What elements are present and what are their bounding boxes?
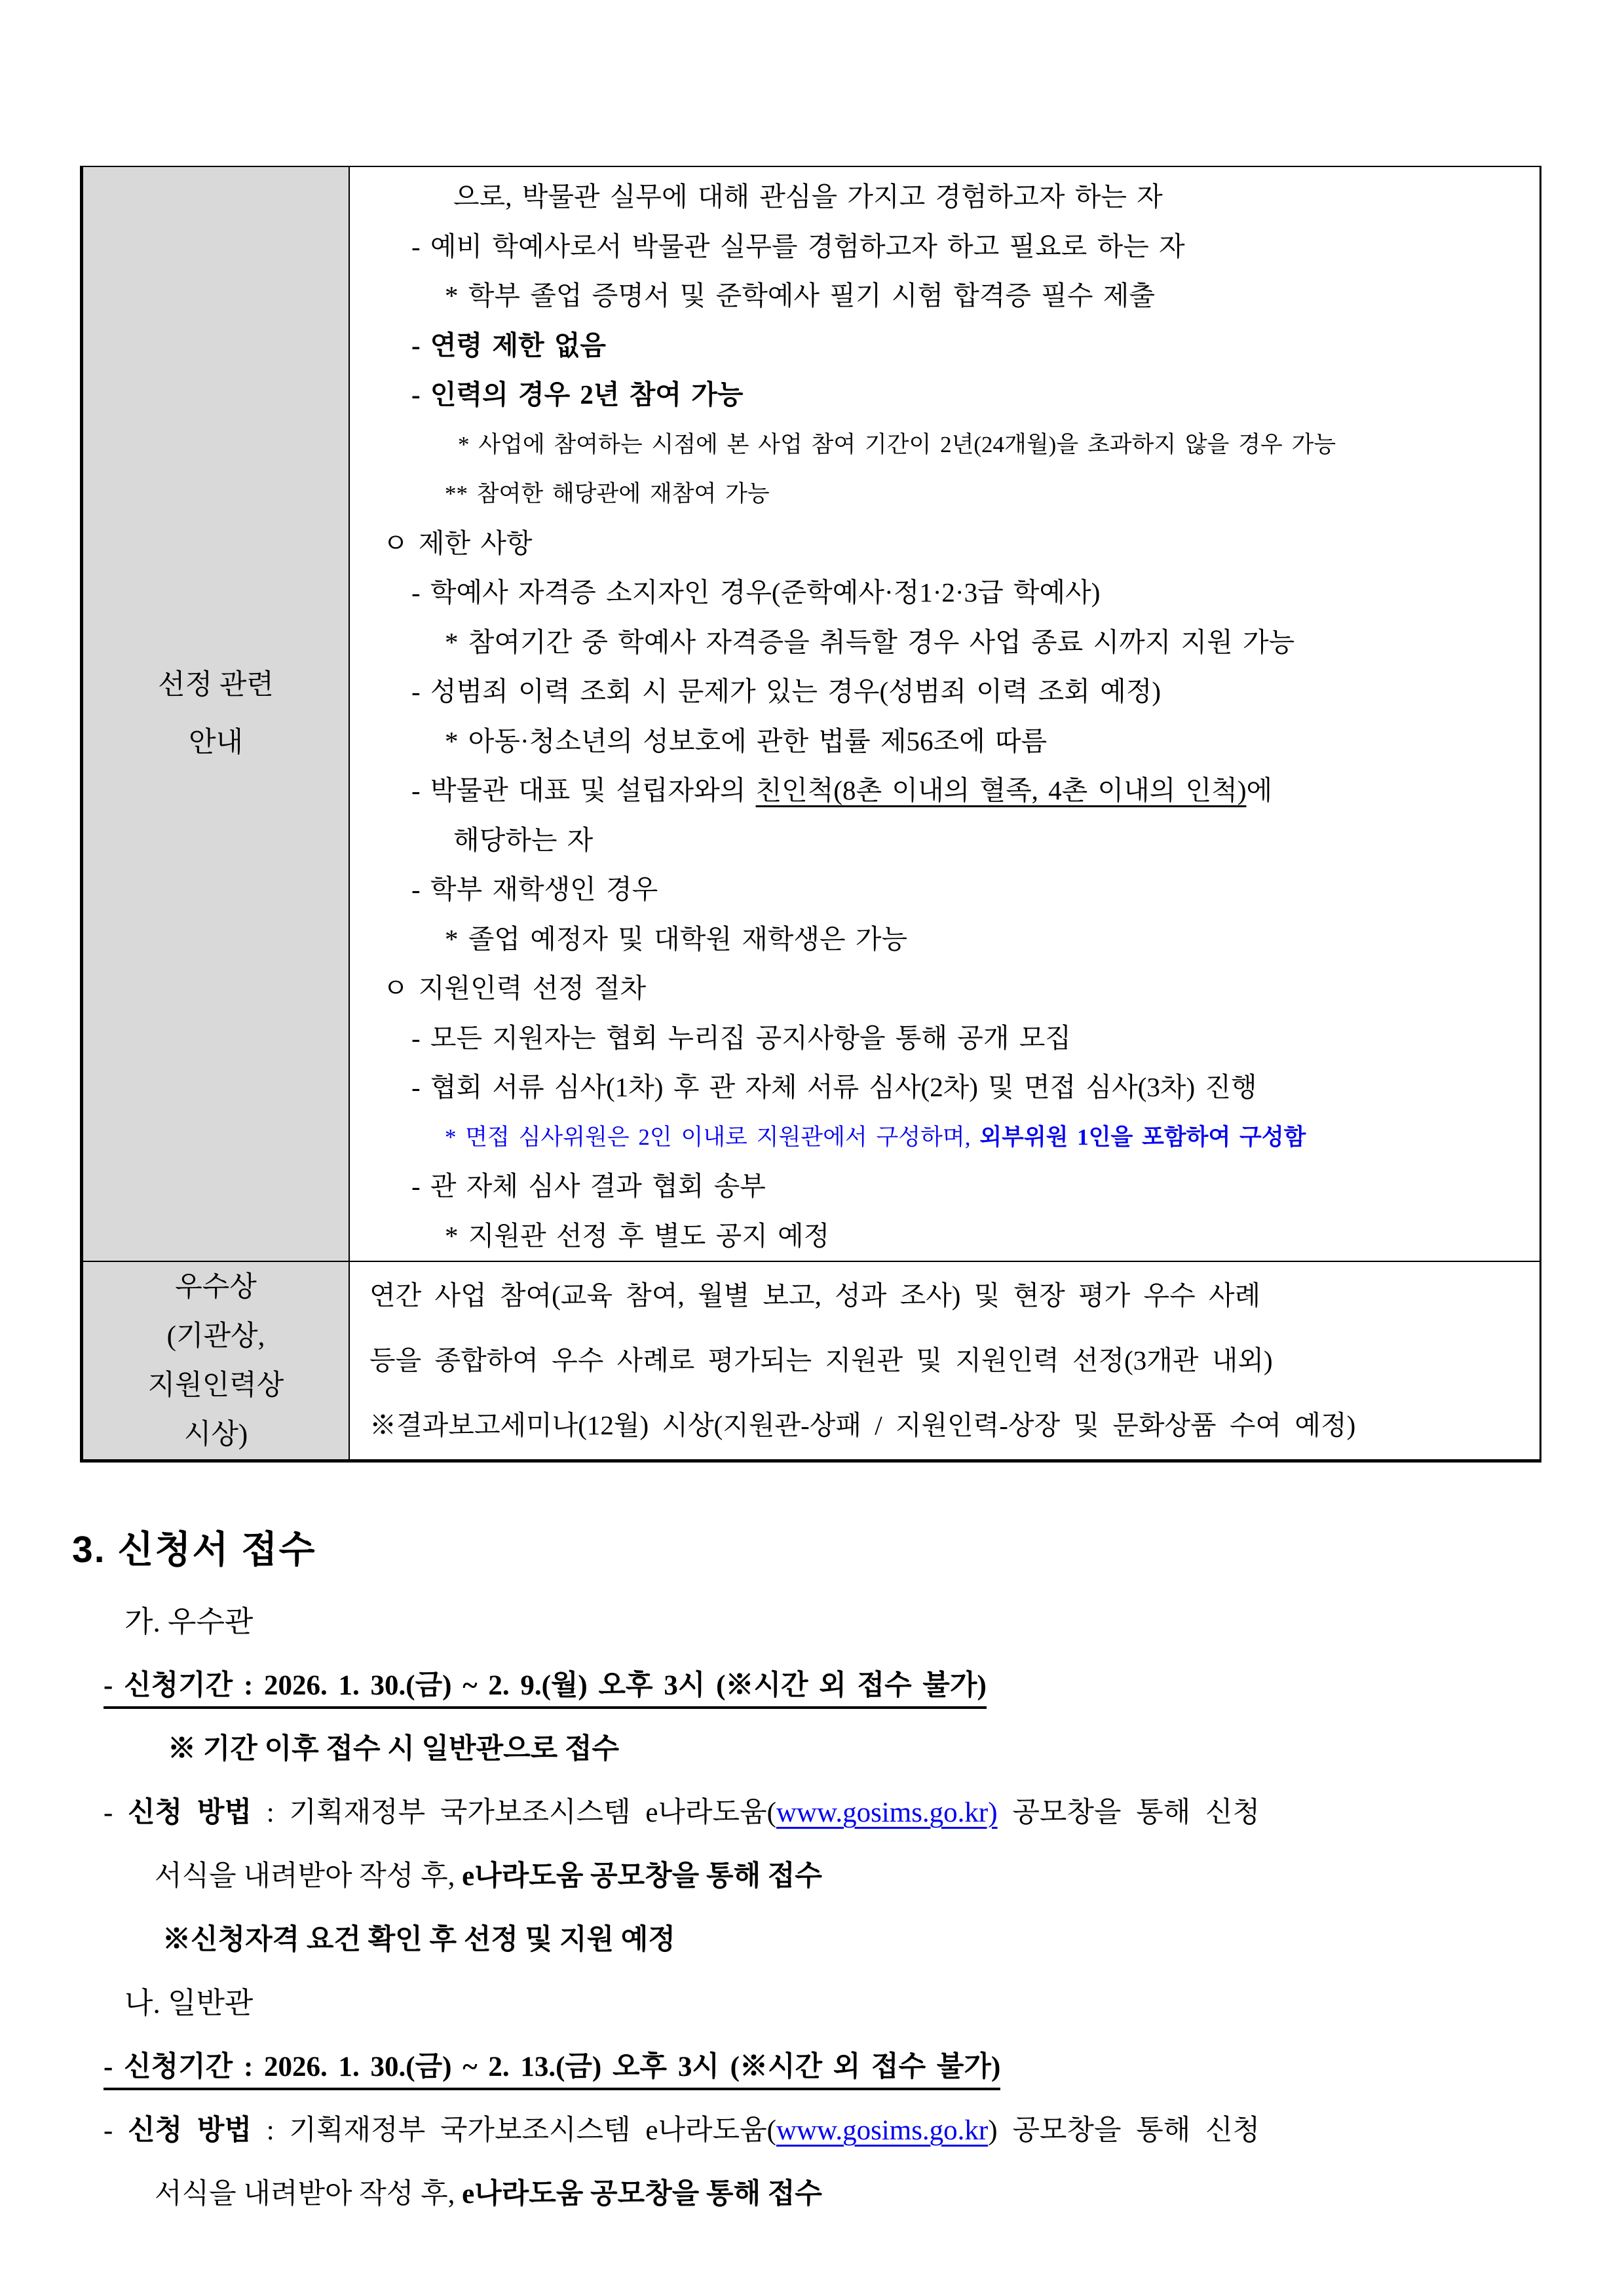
row-header-text: 선정 관련 <box>158 669 274 700</box>
guide-note: * 졸업 예정자 및 대학원 재학생은 가능 <box>445 923 908 954</box>
award-line: 등을 종합하여 우수 사례로 평가되는 지원관 및 지원인력 선정(3개관 내외) <box>369 1345 1273 1375</box>
award-note: ※결과보고세미나(12월) 시상(지원관-상패 / 지원인력-상장 및 문화상품 수여 예정) <box>369 1410 1356 1440</box>
guide-subnote: * 사업에 참여하는 시점에 본 사업 참여 기간이 2년(24개월)을 초과하지 않을 경우 가능 <box>458 431 1336 457</box>
method-label: 신청 방법 <box>128 1797 252 1828</box>
method-dash: - <box>104 1797 128 1828</box>
guide-heading: ㅇ 지원인력 선정 절차 <box>383 973 647 1003</box>
method-text: : 기획재정부 국가보조시스템 e나라도움( <box>251 1797 776 1828</box>
guide-line: - 학부 재학생인 경우 <box>411 874 658 904</box>
table-row-selection-guide <box>83 167 1539 1262</box>
guide-line: - 관 자체 심사 결과 협회 송부 <box>411 1171 766 1201</box>
application-method-excellent <box>72 1781 1546 1845</box>
guide-line: 해당하는 자 <box>453 824 594 855</box>
award-content <box>350 1262 1539 1459</box>
guide-line: - 예비 학예사로서 박물관 실무를 경험하고자 하고 필요로 하는 자 <box>411 231 1185 261</box>
gosims-link[interactable]: www.gosims.go.kr) <box>776 1797 998 1828</box>
row-header-text: 지원인력상 <box>147 1369 284 1401</box>
guide-note: * 지원관 선정 후 별도 공지 예정 <box>445 1220 830 1251</box>
form-text: 서식을 내려받아 작성 후, <box>155 2179 463 2210</box>
guide-line: - 성범죄 이력 조회 시 문제가 있는 경우(성범죄 이력 조회 예정) <box>411 676 1161 706</box>
guide-note: * 학부 졸업 증명서 및 준학예사 필기 시험 합격증 필수 제출 <box>445 280 1155 311</box>
info-table <box>80 166 1541 1463</box>
guide-text: 에 <box>1246 775 1273 805</box>
guide-underlined-text: 친인척(8촌 이내의 혈족, 4촌 이내의 인척) <box>755 775 1247 805</box>
guide-line: 으로, 박물관 실무에 대해 관심을 가지고 경험하고자 하는 자 <box>453 182 1163 212</box>
guide-heading: ㅇ 제한 사항 <box>383 527 533 558</box>
guide-line: - 인력의 경우 2년 참여 가능 <box>411 379 744 410</box>
guide-line: - 협회 서류 심사(1차) 후 관 자체 서류 심사(2차) 및 면접 심사(3차) 진행 <box>411 1072 1257 1102</box>
subsection-excellent-museum: 가. 우수관 <box>124 1605 254 1638</box>
row-header-text: 안내 <box>188 727 244 758</box>
application-period-text: - 신청기간 : 2026. 1. 30.(금) ~ 2. 13.(금) 오후 3시 (※시간 외 접수 불가) <box>104 2050 1000 2090</box>
form-bold-text: e나라도움 공모창을 통해 접수 <box>462 1861 822 1892</box>
row-header-selection-guide <box>83 167 350 1261</box>
section-application <box>72 1523 1546 2226</box>
guide-note: * 참여기간 중 학예사 자격증을 취득할 경우 사업 종료 시까지 지원 가능 <box>445 626 1295 657</box>
method-text: ) 공모창을 통해 신청 <box>988 2115 1260 2146</box>
application-method-general <box>72 2099 1546 2162</box>
method-text: : 기획재정부 국가보조시스템 e나라도움( <box>251 2115 776 2146</box>
form-submit-line <box>72 1845 1546 1908</box>
guide-subnote: ** 참여한 해당관에 재참여 가능 <box>445 481 770 507</box>
row-header-text: (기관상, <box>166 1320 265 1352</box>
guide-blue-note <box>350 1113 1539 1162</box>
row-header-text: 시상) <box>183 1419 248 1450</box>
method-label: 신청 방법 <box>128 2115 252 2146</box>
method-text: 공모창을 통해 신청 <box>997 1797 1260 1828</box>
blue-note-bold-text: 외부위원 1인을 포함하여 구성함 <box>979 1124 1306 1150</box>
guide-line: - 연령 제한 없음 <box>411 330 607 360</box>
guide-line <box>350 766 1539 816</box>
method-dash: - <box>104 2115 128 2146</box>
section-title: 3. 신청서 접수 <box>72 1529 316 1571</box>
table-row-award <box>83 1262 1539 1459</box>
form-text: 서식을 내려받아 작성 후, <box>155 1861 463 1892</box>
application-period-excellent <box>72 1654 1546 1717</box>
row-header-text: 우수상 <box>175 1271 257 1303</box>
award-line: 연간 사업 참여(교육 참여, 월별 보고, 성과 조사) 및 현장 평가 우수 사례 <box>369 1280 1261 1311</box>
guide-line: - 학예사 자격증 소지자인 경우(준학예사·정1·2·3급 학예사) <box>411 577 1101 607</box>
guide-line: - 모든 지원자는 협회 누리집 공지사항을 통해 공개 모집 <box>411 1022 1071 1053</box>
guide-note: * 아동·청소년의 성보호에 관한 법률 제56조에 따름 <box>445 725 1048 756</box>
guide-text: - 박물관 대표 및 설립자와의 <box>411 775 756 805</box>
period-note: ※ 기간 이후 접수 시 일반관으로 접수 <box>168 1734 620 1765</box>
selection-guide-content <box>350 167 1539 1261</box>
subsection-general-museum: 나. 일반관 <box>124 1987 254 2019</box>
row-header-award <box>83 1262 350 1459</box>
form-submit-line <box>72 2162 1546 2226</box>
form-bold-text: e나라도움 공모창을 통해 접수 <box>462 2179 822 2210</box>
gosims-link[interactable]: www.gosims.go.kr <box>776 2115 989 2146</box>
application-period-text: - 신청기간 : 2026. 1. 30.(금) ~ 2. 9.(월) 오후 3시 (※시간 외 접수 불가) <box>104 1669 987 1709</box>
qualification-note: ※신청자격 요건 확인 후 선정 및 지원 예정 <box>162 1924 675 1955</box>
application-period-general <box>72 2035 1546 2099</box>
blue-note-text: * 면접 심사위원은 2인 이내로 지원관에서 구성하며, <box>445 1124 980 1150</box>
